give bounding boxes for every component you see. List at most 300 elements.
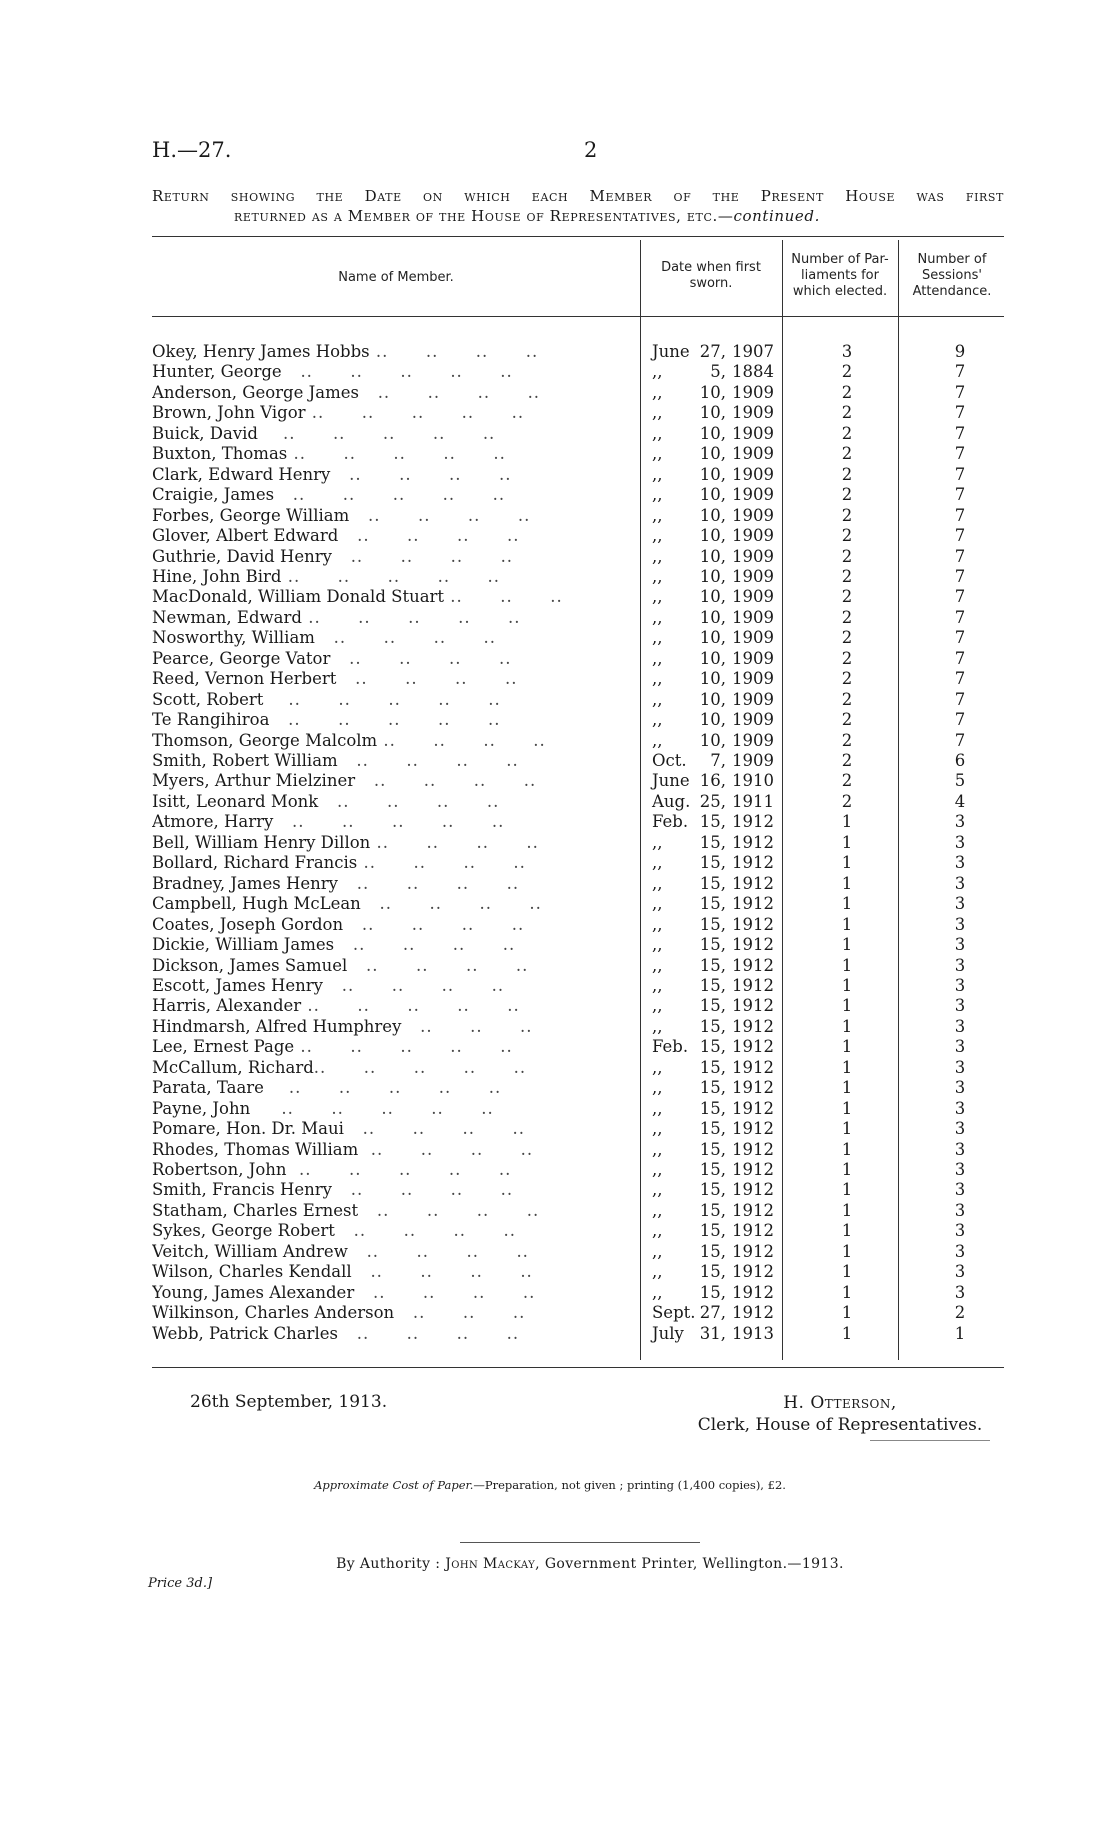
- sessions-count: 9: [954, 342, 966, 361]
- parliaments-count: 1: [841, 1282, 853, 1302]
- member-name: [152, 976, 632, 997]
- parliaments-count: 1: [841, 1098, 853, 1118]
- sessions-count: 3: [954, 832, 966, 852]
- parliaments-count: 2: [841, 689, 853, 709]
- leader-dots: .. .. .. .. ..: [305, 403, 525, 423]
- sworn-day: 10,: [699, 546, 726, 566]
- parliaments-count: 1: [841, 1139, 853, 1159]
- sworn-year: 1912: [732, 1037, 774, 1057]
- sworn-day: 10,: [699, 403, 726, 423]
- table-row: [0, 1201, 1114, 1222]
- leader-dots: .. .. .. ..: [330, 648, 512, 668]
- table-row: [0, 853, 1114, 874]
- member-name: [152, 751, 632, 772]
- member-name-text: Wilson, Charles Kendall: [152, 1262, 352, 1282]
- member-name: [152, 690, 632, 711]
- table-row: [0, 526, 1114, 547]
- member-name-text: Smith, Robert William: [152, 751, 338, 770]
- sworn-month: ,,: [652, 464, 663, 484]
- member-name-text: Parata, Taare: [152, 1078, 264, 1098]
- sworn-year: 1909: [732, 546, 774, 566]
- sworn-month: ,,: [652, 730, 663, 750]
- parliaments-count: 2: [841, 464, 853, 484]
- member-name: [152, 1221, 632, 1242]
- sworn-day: 10,: [699, 587, 726, 607]
- sworn-year: 1909: [732, 566, 774, 586]
- member-name: [152, 1058, 632, 1079]
- table-bottom-rule: [152, 1367, 1004, 1368]
- sessions-count: 3: [954, 1221, 966, 1241]
- member-name-text: Nosworthy, William: [152, 628, 315, 648]
- leader-dots: .. .. .. ..: [332, 1180, 514, 1200]
- member-name-text: Hunter, George: [152, 362, 282, 382]
- signature-block: [690, 1392, 990, 1436]
- member-name-text: Pomare, Hon. Dr. Maui: [152, 1119, 344, 1139]
- page-number: 2: [584, 138, 598, 162]
- sworn-month: ,,: [652, 1160, 663, 1179]
- sworn-month: ,,: [652, 403, 663, 423]
- sworn-day: 15,: [699, 1119, 726, 1139]
- leader-dots: .. .. .. ..: [349, 505, 531, 525]
- sworn-year: 1912: [732, 873, 774, 893]
- table-row: [0, 587, 1114, 608]
- member-name-text: Okey, Henry James Hobbs: [152, 342, 370, 361]
- sworn-year: 1912: [732, 853, 774, 873]
- member-name: [152, 833, 632, 854]
- sworn-day: 10,: [699, 382, 726, 402]
- sworn-month: ,,: [652, 423, 663, 443]
- sessions-count: 3: [954, 1180, 966, 1200]
- sworn-month: ,,: [652, 853, 663, 873]
- sworn-day: 15,: [699, 853, 726, 873]
- document-reference: H.—27.: [152, 138, 232, 162]
- sworn-year: 1909: [732, 444, 774, 464]
- sworn-day: 25,: [699, 791, 726, 811]
- member-name: [152, 547, 632, 568]
- authority-suffix: Government Printer, Wellington.—1913.: [544, 1556, 844, 1572]
- member-name-text: Guthrie, David Henry: [152, 546, 332, 566]
- printer-name: John Mackay,: [445, 1556, 540, 1572]
- leader-dots: .. .. ..: [444, 587, 563, 607]
- sworn-year: 1909: [732, 648, 774, 668]
- parliaments-count: 1: [841, 1262, 853, 1282]
- member-name: [152, 1262, 632, 1283]
- member-name: [152, 485, 632, 506]
- member-name-text: Robertson, John: [152, 1160, 287, 1179]
- column-header-name: Name of Member.: [338, 270, 454, 285]
- sworn-year: 1909: [732, 403, 774, 423]
- member-name: [152, 1201, 632, 1222]
- leader-dots: .. .. .. ..: [347, 1241, 529, 1261]
- table-row: [0, 649, 1114, 670]
- leader-dots: .. .. .. .. ..: [273, 812, 505, 832]
- leader-dots: .. .. .. ..: [343, 1119, 525, 1139]
- member-name-text: Sykes, George Robert: [152, 1221, 335, 1241]
- parliaments-count: 1: [841, 853, 853, 873]
- printer-authority: [240, 1556, 940, 1572]
- sessions-count: 7: [954, 710, 966, 730]
- sworn-day: 15,: [699, 996, 726, 1016]
- sworn-year: 1912: [732, 955, 774, 975]
- sworn-day: 10,: [699, 628, 726, 648]
- leader-dots: .. .. .. ..: [338, 526, 520, 546]
- member-name: [152, 362, 632, 383]
- table-row: [0, 1303, 1114, 1324]
- column-header-parliaments-line: Number of Par-: [791, 252, 889, 267]
- member-name-text: Hine, John Bird: [152, 566, 282, 586]
- member-name-text: Glover, Albert Edward: [152, 526, 339, 546]
- member-name: [152, 628, 632, 649]
- leader-dots: .. .. .. .. ..: [250, 1098, 494, 1118]
- sworn-year: 1912: [732, 1241, 774, 1261]
- sworn-year: 1912: [732, 914, 774, 934]
- leader-dots: .. .. .. ..: [355, 771, 537, 791]
- table-row: [0, 1099, 1114, 1120]
- sworn-day: 15,: [699, 914, 726, 934]
- table-row: [0, 771, 1114, 792]
- member-name: [152, 1283, 632, 1304]
- sworn-year: 1912: [732, 1119, 774, 1139]
- parliaments-count: 1: [841, 1016, 853, 1036]
- table-row: [0, 1324, 1114, 1345]
- leader-dots: .. .. .. ..: [336, 669, 518, 689]
- sworn-day: 15,: [699, 1078, 726, 1098]
- sessions-count: 7: [954, 689, 966, 709]
- leader-dots: .. .. .. ..: [369, 342, 539, 361]
- table-row: [0, 874, 1114, 895]
- sworn-month: ,,: [652, 935, 663, 955]
- table-row: [0, 1140, 1114, 1161]
- sworn-year: 1909: [732, 505, 774, 525]
- sworn-day: 15,: [699, 1016, 726, 1036]
- parliaments-count: 2: [841, 751, 853, 770]
- member-name-text: Reed, Vernon Herbert: [152, 669, 337, 689]
- member-name: [152, 792, 632, 813]
- parliaments-count: 2: [841, 648, 853, 668]
- leader-dots: .. .. .. ..: [358, 1139, 534, 1159]
- sworn-month: June: [652, 342, 690, 361]
- parliaments-count: 2: [841, 526, 853, 546]
- parliaments-count: 2: [841, 628, 853, 648]
- sworn-year: 1912: [732, 832, 774, 852]
- leader-dots: .. .. .. ..: [314, 628, 497, 648]
- sworn-year: 1912: [732, 1057, 774, 1077]
- sworn-month: ,,: [652, 894, 663, 914]
- member-name: [152, 1324, 632, 1345]
- sworn-day: 10,: [699, 444, 726, 464]
- table-row: [0, 710, 1114, 731]
- parliaments-count: 2: [841, 423, 853, 443]
- leader-dots: .. .. .. .. ..: [263, 689, 501, 709]
- sessions-count: 7: [954, 362, 966, 382]
- sworn-month: ,,: [652, 526, 663, 546]
- sworn-year: 1913: [732, 1323, 774, 1343]
- sworn-month: ,,: [652, 996, 663, 1016]
- sworn-month: ,,: [652, 1180, 663, 1200]
- sessions-count: 7: [954, 730, 966, 750]
- sworn-year: 1911: [732, 791, 774, 811]
- column-header-date-line: Date when first: [661, 260, 761, 275]
- sworn-day: 15,: [699, 955, 726, 975]
- title-line-2-text: returned as a Member of the House of Representatives, etc.—: [234, 207, 734, 225]
- member-name-text: Buxton, Thomas: [152, 444, 288, 464]
- table-row: [0, 935, 1114, 956]
- member-name-text: Webb, Patrick Charles: [152, 1323, 338, 1343]
- table-row: [0, 894, 1114, 915]
- sworn-month: Aug.: [652, 791, 691, 811]
- sworn-year: 1909: [732, 382, 774, 402]
- parliaments-count: 1: [841, 894, 853, 914]
- table-row: [0, 731, 1114, 752]
- parliaments-count: 2: [841, 669, 853, 689]
- member-name-text: Myers, Arthur Mielziner: [152, 771, 356, 791]
- sworn-year: 1912: [732, 1180, 774, 1200]
- member-name: [152, 465, 632, 486]
- member-name: [152, 1037, 632, 1058]
- sworn-month: ,,: [652, 832, 663, 852]
- table-row: [0, 751, 1114, 772]
- title-line-2: [152, 206, 1004, 226]
- sworn-year: 1912: [732, 1160, 774, 1179]
- sworn-month: ,,: [652, 1221, 663, 1241]
- sworn-year: 1912: [732, 1016, 774, 1036]
- sworn-month: ,,: [652, 628, 663, 648]
- parliaments-count: 2: [841, 444, 853, 464]
- sworn-month: ,,: [652, 1078, 663, 1098]
- member-name-text: Escott, James Henry: [152, 975, 324, 995]
- sworn-month: June: [652, 771, 690, 791]
- sworn-month: ,,: [652, 444, 663, 464]
- member-name-text: Newman, Edward: [152, 607, 302, 627]
- sessions-count: 3: [954, 1016, 966, 1036]
- member-name: [152, 1180, 632, 1201]
- member-name: [152, 710, 632, 731]
- sworn-month: ,,: [652, 689, 663, 709]
- sessions-count: 7: [954, 669, 966, 689]
- member-name: [152, 853, 632, 874]
- sessions-count: 7: [954, 587, 966, 607]
- sworn-day: 15,: [699, 894, 726, 914]
- sessions-count: 3: [954, 975, 966, 995]
- price-note: Price 3d.]: [148, 1576, 213, 1591]
- sworn-month: ,,: [652, 607, 663, 627]
- sessions-count: 6: [954, 751, 966, 770]
- sworn-day: 15,: [699, 935, 726, 955]
- member-name-text: Bollard, Richard Francis: [152, 853, 358, 873]
- sworn-year: 1909: [732, 669, 774, 689]
- parliaments-count: 2: [841, 382, 853, 402]
- sworn-day: 15,: [699, 1180, 726, 1200]
- sworn-month: ,,: [652, 1200, 663, 1220]
- title-line-1: Return showing the Date on which each Member of the Present House was first: [152, 187, 1004, 205]
- leader-dots: .. .. .. ..: [318, 791, 500, 811]
- table-row: [0, 485, 1114, 506]
- sworn-day: 10,: [699, 566, 726, 586]
- leader-dots: .. .. .. .. ..: [313, 1057, 527, 1077]
- table-row: [0, 976, 1114, 997]
- parliaments-count: 1: [841, 1037, 853, 1057]
- leader-dots: .. .. .. ..: [337, 751, 519, 770]
- member-name-text: Anderson, George James: [152, 382, 359, 402]
- table-row: [0, 1058, 1114, 1079]
- leader-dots: .. .. .. ..: [334, 1221, 516, 1241]
- member-name: [152, 608, 632, 629]
- sessions-count: 3: [954, 955, 966, 975]
- sworn-year: 1912: [732, 1262, 774, 1282]
- column-header-date: [640, 260, 782, 292]
- table-row: [0, 424, 1114, 445]
- sworn-year: 1912: [732, 1139, 774, 1159]
- leader-dots: .. .. .. ..: [330, 464, 512, 484]
- parliaments-count: 2: [841, 546, 853, 566]
- sessions-count: 3: [954, 914, 966, 934]
- sessions-count: 7: [954, 382, 966, 402]
- cost-text: —Preparation, not given ; printing (1,400 copies), £2.: [473, 1478, 786, 1492]
- member-name: [152, 731, 632, 752]
- sessions-count: 3: [954, 1119, 966, 1139]
- member-name: [152, 1017, 632, 1038]
- member-name: [152, 1099, 632, 1120]
- table-row: [0, 1221, 1114, 1242]
- table-row: [0, 403, 1114, 424]
- leader-dots: .. .. .. .. ..: [281, 566, 501, 586]
- member-name: [152, 996, 632, 1017]
- sworn-month: Feb.: [652, 1037, 689, 1057]
- sessions-count: 3: [954, 853, 966, 873]
- member-name: [152, 1119, 632, 1140]
- sworn-month: ,,: [652, 546, 663, 566]
- parliaments-count: 1: [841, 914, 853, 934]
- leader-dots: .. .. .. .. ..: [263, 1078, 502, 1098]
- member-name: [152, 894, 632, 915]
- table-row: [0, 444, 1114, 465]
- parliaments-count: 1: [841, 955, 853, 975]
- table-row: [0, 1037, 1114, 1058]
- leader-dots: .. .. .. ..: [337, 1323, 520, 1343]
- sworn-month: ,,: [652, 1241, 663, 1261]
- sworn-month: ,,: [652, 669, 663, 689]
- column-header-sessions-line: Number of: [917, 252, 987, 267]
- sworn-year: 1909: [732, 464, 774, 484]
- sworn-day: 10,: [699, 648, 726, 668]
- member-name-text: Rhodes, Thomas William: [152, 1139, 359, 1159]
- sworn-month: ,,: [652, 710, 663, 730]
- sessions-count: 7: [954, 607, 966, 627]
- sessions-count: 3: [954, 812, 966, 832]
- sworn-year: 1909: [732, 423, 774, 443]
- sessions-count: 3: [954, 935, 966, 955]
- member-name-text: Isitt, Leonard Monk: [152, 791, 319, 811]
- member-name-text: Atmore, Harry: [152, 812, 274, 832]
- sessions-count: 7: [954, 546, 966, 566]
- sworn-year: 1912: [732, 1098, 774, 1118]
- sworn-day: 10,: [699, 464, 726, 484]
- table-row: [0, 465, 1114, 486]
- title-continued: continued.: [733, 207, 820, 225]
- sworn-day: 15,: [699, 1098, 726, 1118]
- leader-dots: .. .. .. ..: [331, 546, 514, 566]
- sworn-month: ,,: [652, 485, 663, 505]
- parliaments-count: 1: [841, 832, 853, 852]
- column-header-parliaments: [782, 252, 898, 300]
- leader-dots: .. .. .. ..: [338, 873, 520, 893]
- column-header-parliaments-line: liaments for: [801, 268, 879, 283]
- sessions-count: 3: [954, 1262, 966, 1282]
- table-row: [0, 690, 1114, 711]
- table-header-rule: [152, 316, 1004, 317]
- member-name-text: Te Rangihiroa: [152, 710, 270, 730]
- member-name-text: Brown, John Vigor: [152, 403, 306, 423]
- leader-dots: .. .. .. ..: [377, 730, 546, 750]
- parliaments-count: 2: [841, 403, 853, 423]
- table-row: [0, 1283, 1114, 1304]
- member-name-text: Young, James Alexander: [152, 1282, 355, 1302]
- parliaments-count: 1: [841, 1303, 853, 1323]
- sessions-count: 3: [954, 996, 966, 1016]
- parliaments-count: 1: [841, 812, 853, 832]
- parliaments-count: 2: [841, 485, 853, 505]
- member-name: [152, 812, 632, 833]
- leader-dots: .. .. .. ..: [370, 832, 539, 852]
- parliaments-count: 3: [841, 342, 853, 361]
- member-name: [152, 1140, 632, 1161]
- sworn-day: 27,: [699, 342, 726, 361]
- sworn-month: ,,: [652, 1139, 663, 1159]
- sworn-year: 1909: [732, 587, 774, 607]
- member-name-text: Dickie, William James: [152, 935, 335, 955]
- table-row: [0, 1262, 1114, 1283]
- member-name: [152, 526, 632, 547]
- parliaments-count: 1: [841, 1241, 853, 1261]
- table-row: [0, 812, 1114, 833]
- parliaments-count: 2: [841, 362, 853, 382]
- member-name-text: Dickson, James Samuel: [152, 955, 348, 975]
- table-row: [0, 669, 1114, 690]
- leader-dots: .. .. .. .. ..: [301, 607, 521, 627]
- parliaments-count: 2: [841, 607, 853, 627]
- sessions-count: 3: [954, 873, 966, 893]
- sessions-count: 2: [954, 1303, 966, 1323]
- table-row: [0, 1180, 1114, 1201]
- leader-dots: .. .. .. ..: [351, 1262, 533, 1282]
- sworn-month: ,,: [652, 1119, 663, 1139]
- member-name-text: Scott, Robert: [152, 689, 264, 709]
- sessions-count: 4: [954, 791, 966, 811]
- sworn-year: 1912: [732, 935, 774, 955]
- signatory-title: Clerk, House of Representatives.: [697, 1415, 983, 1435]
- sworn-day: 15,: [699, 832, 726, 852]
- member-name: [152, 342, 632, 363]
- leader-dots: .. .. .. ..: [334, 935, 516, 955]
- table-row: [0, 792, 1114, 813]
- sworn-year: 1912: [732, 812, 774, 832]
- member-name-text: Statham, Charles Ernest: [152, 1200, 359, 1220]
- table-row: [0, 567, 1114, 588]
- sessions-count: 3: [954, 1200, 966, 1220]
- member-name: [152, 874, 632, 895]
- member-name: [152, 669, 632, 690]
- member-name-text: Buick, David: [152, 423, 258, 443]
- sworn-day: 31,: [699, 1323, 726, 1343]
- signatory-name: H. Otterson,: [783, 1393, 897, 1413]
- member-name-text: Bell, William Henry Dillon: [152, 832, 371, 852]
- table-row: [0, 915, 1114, 936]
- member-name-text: Thomson, George Malcolm: [152, 730, 378, 750]
- member-name: [152, 383, 632, 404]
- member-name: [152, 506, 632, 527]
- leader-dots: .. .. .. ..: [354, 1282, 536, 1302]
- table-row: [0, 547, 1114, 568]
